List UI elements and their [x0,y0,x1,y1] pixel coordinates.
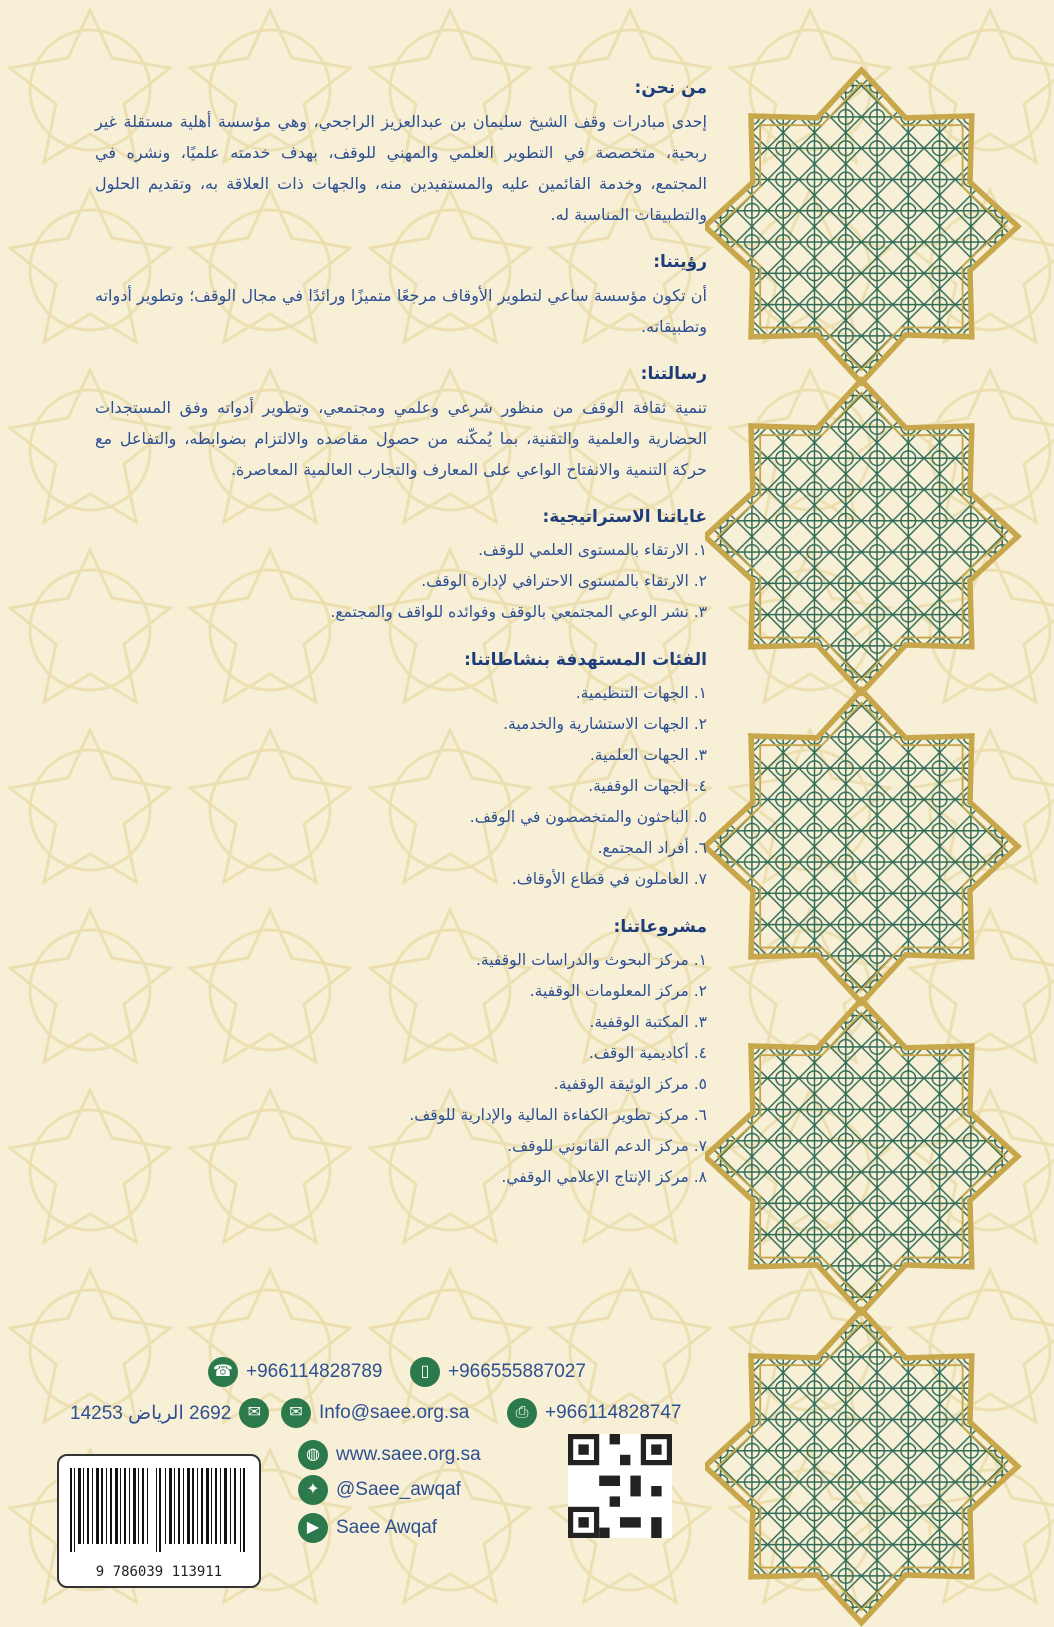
twitter-handle: @Saee_awqaf [336,1479,461,1500]
mobile-number: +966555887027 [448,1361,586,1382]
list-item: ٢. مركز المعلومات الوقفية. [529,982,707,1000]
star-ornament-3 [705,690,1018,1003]
main-content [95,78,707,1215]
mobile-icon: ▯ [410,1357,440,1387]
phone-icon: ☎ [208,1357,238,1387]
list-item: ٢. الجهات الاستشارية والخدمية. [503,715,707,733]
list-item: ٧. مركز الدعم القانوني للوقف. [507,1137,707,1155]
star-ornament-2 [705,380,1018,693]
list-item: ٨. مركز الإنتاج الإعلامي الوقفي. [501,1168,707,1186]
twitter-icon: ✦ [298,1475,328,1505]
youtube-icon: ▶ [298,1513,328,1543]
star-ornament-1 [705,70,1018,383]
list-item: ٦. أفراد المجتمع. [597,839,707,857]
about-title: من نحن: [634,78,707,98]
list-item: ٧. العاملون في قطاع الأوقاف. [511,870,707,888]
qr-code[interactable] [568,1434,672,1538]
targets-list [95,678,707,895]
list-item: ١. الجهات التنظيمية. [575,684,707,702]
vision-title: رؤيتنا: [653,252,707,272]
projects-list [95,945,707,1193]
mobile-contact[interactable] [410,1357,586,1387]
email-icon: ✉ [281,1398,311,1428]
website-link[interactable] [298,1440,481,1470]
list-item: ٥. الباحثون والمتخصصون في الوقف. [469,808,707,826]
isbn-barcode [57,1454,261,1588]
mission-title: رسالتنا: [640,364,707,384]
mailbox-icon: ✉ [239,1398,269,1428]
fax-number: +966114828747 [545,1402,682,1423]
mission-text: تنمية ثقافة الوقف من منظور شرعي وعلمي ومجتمعي، وتطوير أدواته وفق المستجدات الحضارية والعلمية والتقنية، بما يُمكّنه من حصول مقاصده والالتزام بضوابطه، والتفاعل مع حركة التنمية والانفتاح الواعي على المعارف والتجارب العالمية المعاصرة. [95,398,707,479]
globe-icon: ◍ [298,1440,328,1470]
about-text: إحدى مبادرات وقف الشيخ سليمان بن عبدالعزيز الراجحي، وهي مؤسسة أهلية مستقلة غير ربحية، متخصصة في التطوير العلمي والمهني للوقف، بهدف خدمته علميًا، ونشره في المجتمع، وخدمة القائمين عليه والمستفيدين منه، والجهات ذات العلاقة به، وتقديم الحلول والتطبيقات المناسبة له. [95,112,707,224]
list-item: ٥. مركز الوثيقة الوقفية. [553,1075,707,1093]
website-url: www.saee.org.sa [336,1444,481,1465]
list-item: ٣. نشر الوعي المجتمعي بالوقف وفوائده للواقف والمجتمع. [330,603,707,621]
goals-list [95,535,707,628]
goals-title: غاياتنا الاستراتيجية: [542,507,707,527]
star-ornament-4 [705,1000,1018,1313]
list-item: ١. الارتقاء بالمستوى العلمي للوقف. [478,541,707,559]
list-item: ٦. مركز تطوير الكفاءة المالية والإدارية للوقف. [409,1106,707,1124]
isbn-number: 9 786039 113911 [95,1564,223,1580]
email-address: Info@saee.org.sa [319,1402,470,1423]
pobox-text: 2692 الرياض 14253 [70,1402,232,1424]
youtube-link[interactable] [298,1513,437,1543]
pobox-contact [70,1398,269,1428]
targets-title: الفئات المستهدفة بنشاطاتنا: [464,650,707,670]
projects-title: مشروعاتنا: [613,917,707,937]
fax-contact[interactable] [507,1398,682,1428]
youtube-channel: Saee Awqaf [336,1517,438,1538]
list-item: ٤. الجهات الوقفية. [588,777,707,795]
list-item: ٣. المكتبة الوقفية. [589,1013,707,1031]
list-item: ١. مركز البحوث والدراسات الوقفية. [475,951,707,969]
fax-icon: ⎙ [507,1398,537,1428]
star-ornament-5 [705,1310,1018,1623]
decorative-star-column [705,60,1045,1627]
twitter-link[interactable] [298,1475,461,1505]
list-item: ٤. أكاديمية الوقف. [588,1044,707,1062]
vision-text: أن تكون مؤسسة ساعي لتطوير الأوقاف مرجعًا متميزًا ورائدًا في مجال الوقف؛ وتطوير أدواته وتطبيقاته. [95,286,707,336]
email-contact[interactable] [281,1398,469,1428]
list-item: ٢. الارتقاء بالمستوى الاحترافي لإدارة الوقف. [421,572,707,590]
barcode-bars [70,1468,246,1552]
phone-contact[interactable] [208,1357,383,1387]
phone-number: +966114828789 [246,1361,383,1382]
list-item: ٣. الجهات العلمية. [589,746,707,764]
